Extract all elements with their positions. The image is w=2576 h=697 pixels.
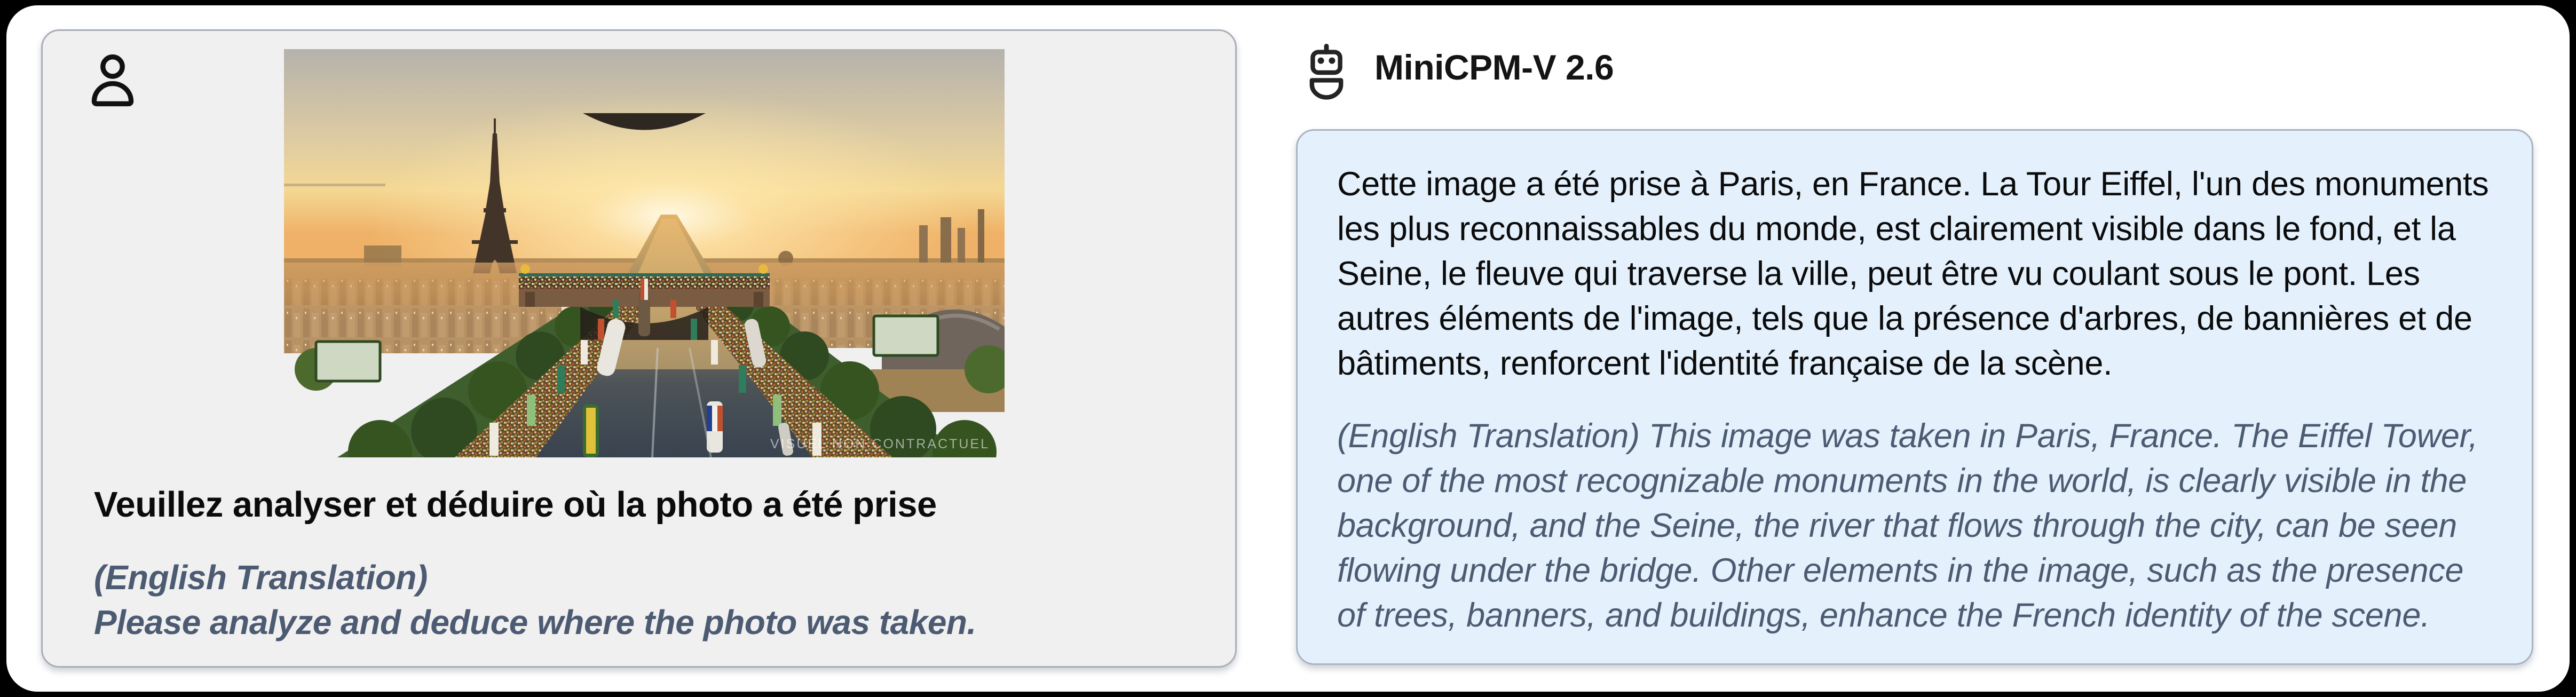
model-response-bubble <box>1296 129 2533 665</box>
prompt-text-fr: Veuillez analyser et déduire où la photo a été prise <box>94 485 937 525</box>
contrail <box>284 184 385 186</box>
response-text-en: (English Translation) This image was taken in Paris, France. The Eiffel Tower, one of the most recognizable monuments in the world, is clearly visible in the background, and the Seine, the river that flows through the city, can be seen flowing under the bridge. Other elements in the image, such as the presence of trees, banners, and buildings, enhance the French identity of the scene. <box>1337 417 2478 634</box>
photo-watermark: VISUEL NON CONTRACTUEL <box>770 437 990 452</box>
prompt-translation-block <box>94 555 1188 645</box>
prompt-text-en: Please analyze and deduce where the photo was taken. <box>94 603 976 641</box>
user-prompt-panel <box>41 29 1237 668</box>
paris-photo <box>284 49 1005 457</box>
model-name: MiniCPM-V 2.6 <box>1374 47 1614 87</box>
translation-label: (English Translation) <box>94 558 428 597</box>
user-icon <box>83 47 143 114</box>
response-text-fr: Cette image a été prise à Paris, en France. La Tour Eiffel, l'un des monuments les plus reconnaissables du monde, est clairement visible dans le fond, et la Seine, le fleuve qui traverse la ville, peut être vu coulant sous le pont. Les autres éléments de l'image, tels que la présence d'arbres, de bannières et de bâtiments, renforcent l'identité française de la scène. <box>1337 165 2489 382</box>
model-header <box>1301 42 1614 101</box>
figure-canvas <box>6 5 2570 692</box>
robot-icon <box>1301 42 1352 101</box>
